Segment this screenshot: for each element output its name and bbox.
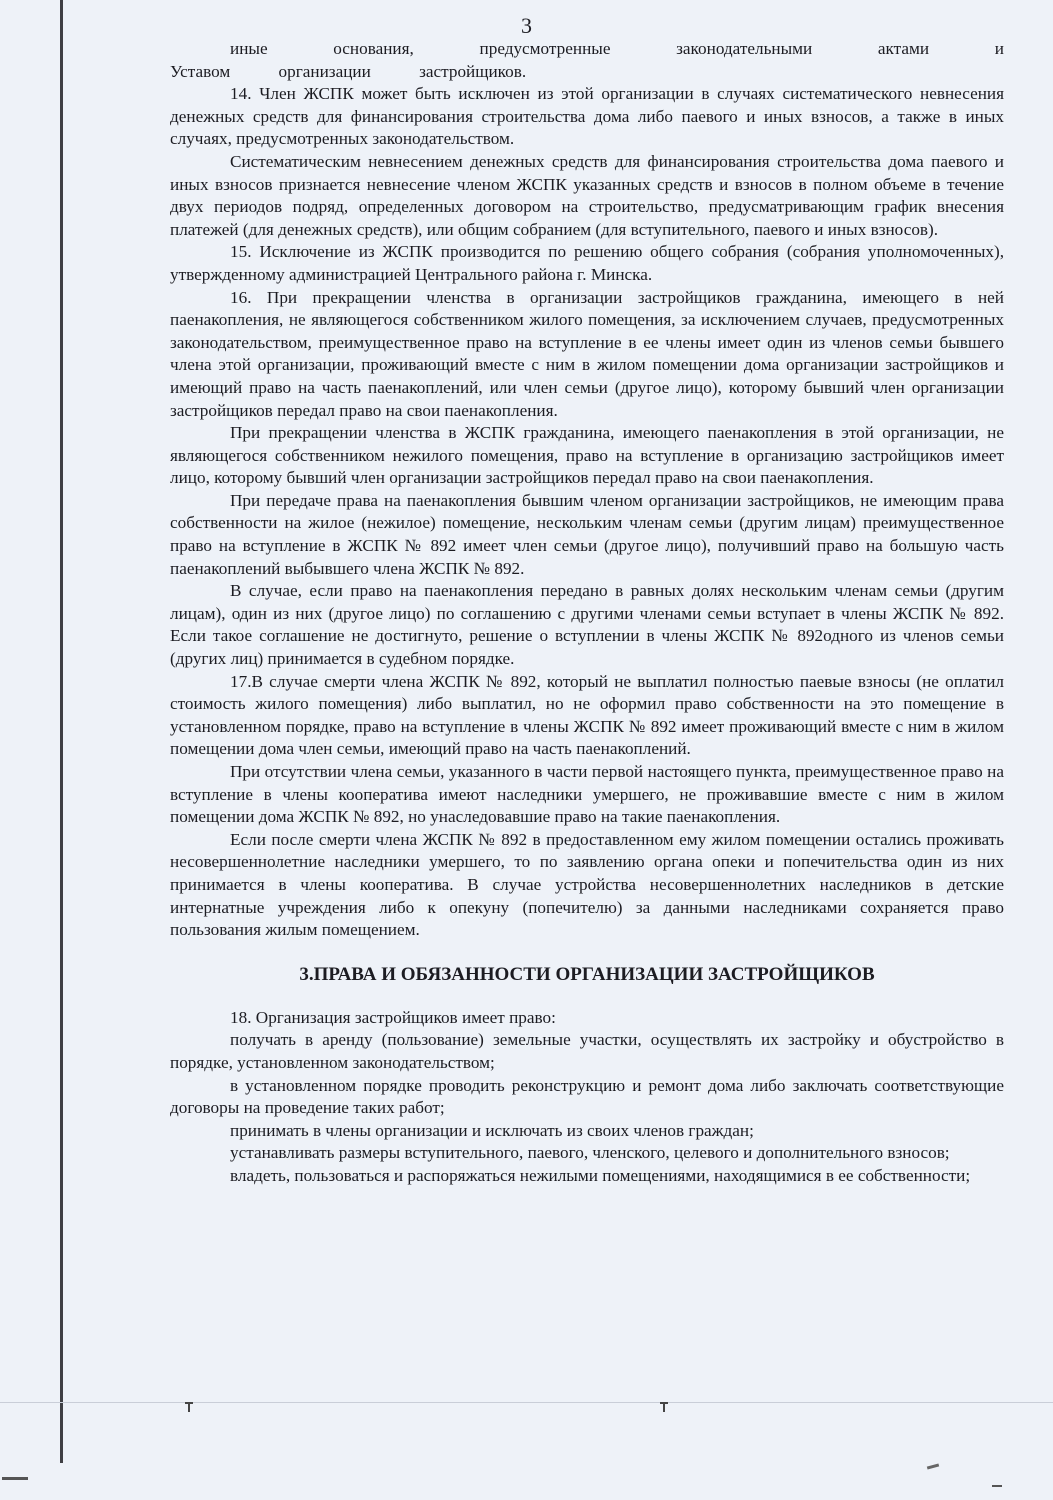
- paragraph-clause-17: 17.В случае смерти члена ЖСПК № 892, который не выплатил полностью паевые взносы (не оплатил стоимость жилого помещения) либо выплатил, но не оформил право собственности на это помещение в установленном порядке, право на вступление в члены ЖСПК № 892 имеет проживающий вместе с ним в жилом помещении дома член семьи, имеющий право на часть паенакоплений.: [170, 671, 1004, 759]
- paragraph-clause-15: 15. Исключение из ЖСПК производится по решению общего собрания (собрания уполномоченных), утвержденному администрацией Центрального района г. Минска.: [170, 242, 1004, 284]
- list-item-right: получать в аренду (пользование) земельные участки, осуществлять их застройку и обустройство в порядке, установленном законодательством;: [170, 1030, 1004, 1072]
- paragraph-clause-18: 18. Организация застройщиков имеет право:: [230, 1007, 556, 1027]
- paragraph-continuation: иные основания, предусмотренные законодательными актами и Уставом организации застройщиков.: [170, 39, 1004, 81]
- document-body: [170, 38, 1004, 1188]
- scan-artifact-left-line: [60, 0, 63, 1463]
- paragraph: При отсутствии члена семьи, указанного в части первой настоящего пункта, преимущественное право на вступление в члены кооператива имеют наследники умершего, не проживавшие вместе с ним в жилом помещении дома ЖСПК № 892, но унаследовавшие право на такие паенакопления.: [170, 762, 1004, 827]
- paragraph-clause-16: 16. При прекращении членства в организации застройщиков гражданина, имеющего в ней паенакопления, не являющегося собственником жилого помещения, за исключением случаев, предусмотренных законодательством, преимущественное право на вступление в ее члены имеет один из членов семьи бывшего члена этой организации, проживающий вместе с ним в жилом помещении дома организации застройщиков и имеющий право на часть паенакоплений, или член семьи (другое лицо), которому бывший член организации застройщиков передал право на свои паенакопления.: [170, 287, 1004, 420]
- paragraph-clause-14: 14. Член ЖСПК может быть исключен из этой организации в случаях систематического невнесения денежных средств для финансирования строительства дома либо паевого и иных взносов, а также в иных случаях, предусмотренных законодательством.: [170, 84, 1004, 149]
- list-item-right: владеть, пользоваться и распоряжаться нежилыми помещениями, находящимися в ее собственности;: [230, 1165, 971, 1185]
- scan-artifact-dash: [992, 1485, 1002, 1487]
- paragraph: Систематическим невнесением денежных средств для финансирования строительства дома паевого и иных взносов признается невнесение членом ЖСПК указанных средств и взносов в полном объеме в течение двух периодов подряд, определенных договором на строительство, предусматривающим график внесения платежей (для денежных средств), или общим собранием (для вступительного, паевого и иных взносов).: [170, 151, 1004, 239]
- scan-artifact-bottom-rule: [0, 1402, 1053, 1403]
- scan-artifact-corner-mark: [2, 1477, 28, 1480]
- scan-artifact-smudge: [927, 1463, 939, 1469]
- paragraph: При прекращении членства в ЖСПК гражданина, имеющего паенакопления в этой организации, не являющегося собственником нежилого помещения, право на вступление в организацию застройщиков имеет лицо, которому бывший член организации застройщиков передал право на свои паенакопления.: [170, 423, 1004, 488]
- paragraph: При передаче права на паенакопления бывшим членом организации застройщиков, не имеющим права собственности на жилое (нежилое) помещение, нескольким членам семьи (другим лицам) преимущественное право на вступление в ЖСПК № 892 имеет член семьи (другое лицо), получивший право на большую часть паенакоплений выбывшего члена ЖСПК № 892.: [170, 490, 1004, 578]
- scan-artifact-tick-mark: [663, 1402, 665, 1412]
- paragraph: В случае, если право на паенакопления передано в равных долях нескольким членам семьи (другим лицам), один из них (другое лицо) по соглашению с другими членами семьи вступает в члены ЖСПК № 892. Если такое соглашение не достигнуто, решение о вступлении в члены ЖСПК № 892одного из членов семьи (других лиц) принимается в судебном порядке.: [170, 581, 1004, 669]
- list-item-right: устанавливать размеры вступительного, паевого, членского, целевого и дополнительного взносов;: [230, 1143, 950, 1163]
- section-heading: 3.ПРАВА И ОБЯЗАННОСТИ ОРГАНИЗАЦИИ ЗАСТРОЙЩИКОВ: [299, 963, 875, 985]
- list-item-right: в установленном порядке проводить реконструкцию и ремонт дома либо заключать соответствующие договоры на проведение таких работ;: [170, 1075, 1004, 1118]
- list-item-right: принимать в члены организации и исключать из своих членов граждан;: [230, 1120, 754, 1140]
- paragraph: Если после смерти члена ЖСПК № 892 в предоставленном ему жилом помещении остались проживать несовершеннолетние наследники умершего, то по заявлению органа опеки и попечительства один из них принимается в члены кооператива. В случае устройства несовершеннолетних наследников в детские интернатные учреждения либо к опекуну (попечителю) за данными наследниками сохраняется право пользования жилым помещением.: [170, 829, 1004, 940]
- scan-artifact-tick-mark: [188, 1402, 190, 1412]
- page-number: 3: [521, 13, 532, 38]
